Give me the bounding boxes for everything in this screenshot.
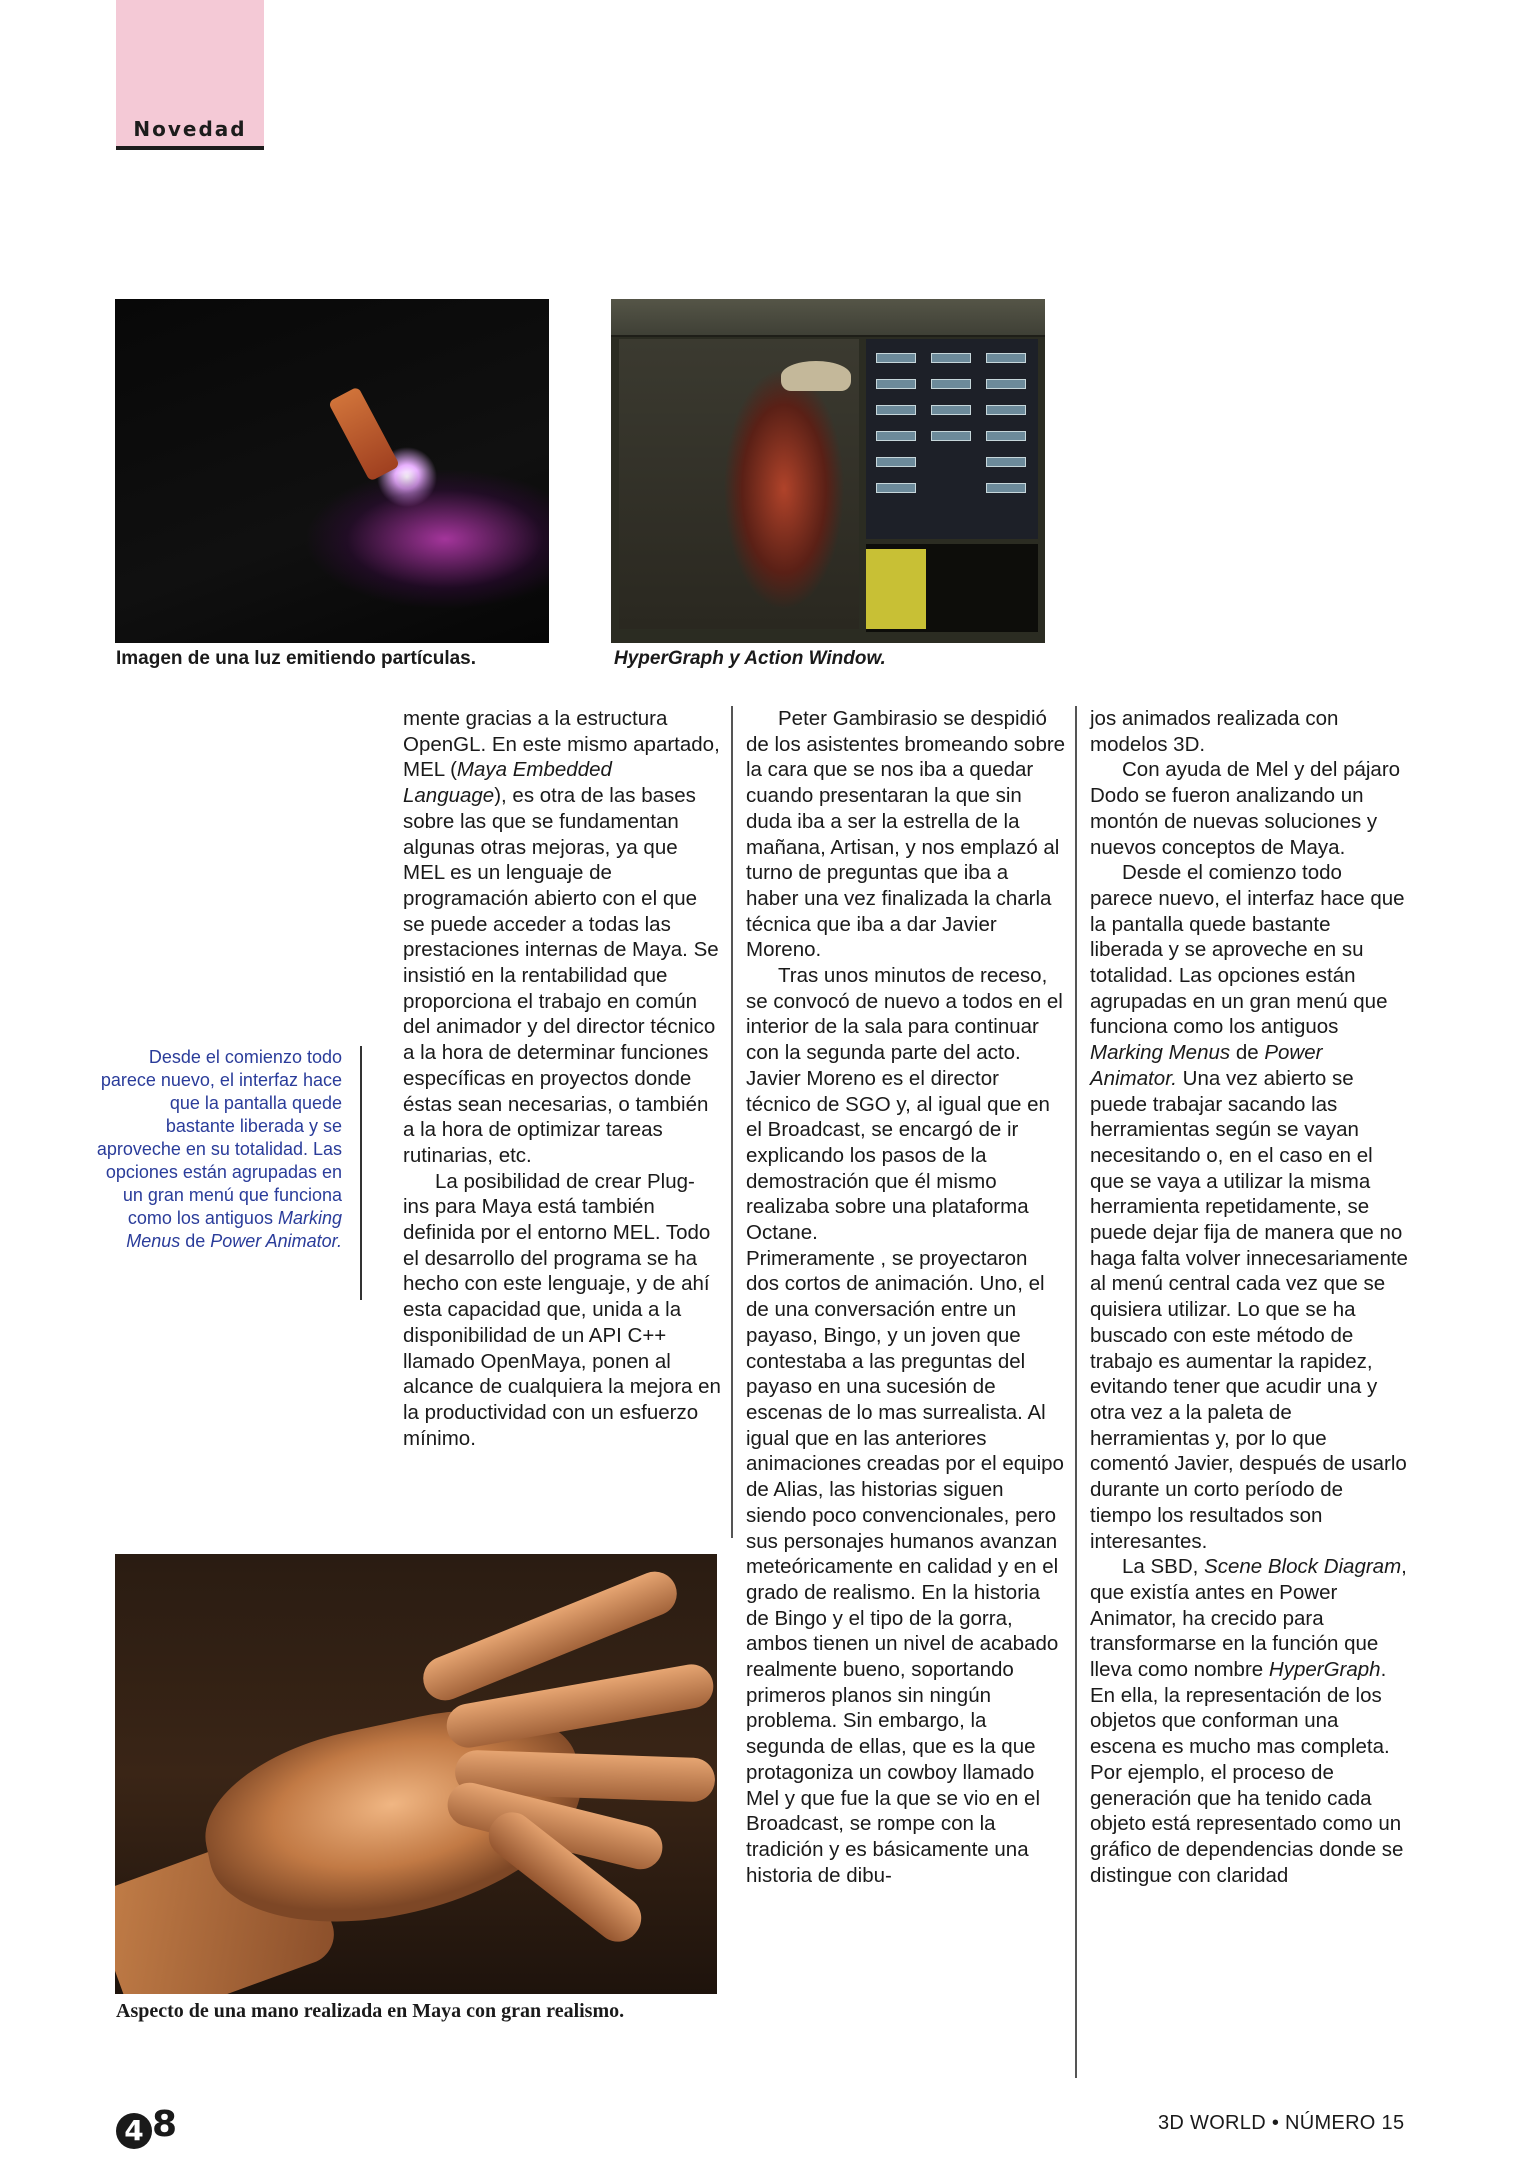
paragraph-emphasis: Power Animator.	[1090, 1041, 1323, 1090]
page-number	[116, 2104, 177, 2149]
action-window-buttons	[866, 549, 926, 629]
graph-node	[986, 379, 1026, 389]
graph-node	[876, 353, 916, 363]
paragraph-text: Desde el comienzo todo parece nuevo, el interfaz hace que la pantalla quede bastante liberada y se aproveche en su totalidad. Las opciones están agrupadas en un gran menú que funciona como los antiguos	[1090, 861, 1405, 1039]
paragraph: jos animados realizada con modelos 3D.	[1090, 707, 1339, 756]
graph-node	[876, 431, 916, 441]
section-rule	[116, 146, 264, 150]
caption-particle-light: Imagen de una luz emitiendo partículas.	[116, 648, 477, 669]
graph-node	[876, 379, 916, 389]
paragraph	[1090, 1554, 1408, 1888]
caption-hand: Aspecto de una mano realizada en Maya con gran realismo.	[116, 2000, 625, 2022]
pull-quote-text: Desde el comienzo todo parece nuevo, el interfaz hace que la pantalla quede bastante liberada y se aproveche en su totalidad. Las opciones están agrupadas en un gran menú que funciona como los antiguos	[96, 1047, 342, 1228]
paragraph-emphasis: Marking Menus	[1090, 1041, 1231, 1065]
graph-node	[931, 379, 971, 389]
article-column-3	[1090, 706, 1408, 1888]
realistic-hand-image	[115, 1554, 717, 1994]
graph-node	[876, 405, 916, 415]
graph-node	[986, 483, 1026, 493]
paragraph: Peter Gambirasio se despidió de los asistentes bromeando sobre la cara que se nos iba a quedar cuando presentaran la que sin duda iba a ser la estrella de la mañana, Artisan, y nos emplazó al turno de preguntas que iba a haber una vez finalizada la charla técnica que iba a dar Javier Moreno.	[746, 707, 1066, 962]
paragraph-text: Una vez abierto se puede trabajar sacando las herramientas según se vayan necesitando o, en el caso en el que se vaya a utilizar la misma herramienta repetidamente, se puede dejar fija de manera que no haga falta volver innecesariamente al menú central cada vez que se quisiera utilizar. Lo que se ha buscado con este método de trabajo es aumentar la rapidez, evitando tener que acudir una y otra vez a la paleta de herramientas y, por lo que comentó Javier, después de usarlo durante un corto período de tiempo los resultados son interesantes.	[1090, 1066, 1408, 1553]
pull-quote-rule	[360, 1046, 362, 1300]
cowboy-hat	[781, 361, 851, 391]
graph-node	[931, 431, 971, 441]
paragraph: Primeramente , se proyectaron dos cortos de animación. Uno, el de una conversación entre un payaso, Bingo, y un joven que contestaba a las preguntas del payaso en una sucesión de escenas de lo mas surrealista. Al igual que en las anteriores animaciones creadas por el equipo de Alias, las historias siguen siendo poco convencionales, pero sus personajes humanos avanzan meteóricamente en calidad y en el grado de realismo. En la historia de Bingo y el tipo de la gorra, ambos tienen un nivel de acabado realmente bueno, soportando primeros planos sin ningún problema. Sin embargo, la segunda de ellas, que es la que protagoniza un cowboy llamado Mel y que fue la que se vio en el Broadcast, se rompe con la tradición y es básicamente una historia de dibu-	[746, 1246, 1064, 1887]
paragraph: La posibilidad de crear Plug-ins para Maya está también definida por el entorno MEL. Todo el desarrollo del programa se ha hecho con este lenguaje, y de ahí esta capacidad que, unida a la disponibilidad de un API C++ llamado OpenMaya, ponen al alcance de cualquiera la mejora en la productividad con un esfuerzo mínimo.	[403, 1169, 721, 1450]
paragraph-emphasis: HyperGraph	[1268, 1658, 1381, 1682]
paragraph-text: de	[1230, 1041, 1265, 1065]
graph-node	[876, 483, 916, 493]
article-column-1	[403, 706, 721, 1451]
spotlight-lamp	[328, 386, 400, 481]
article-column-2	[746, 706, 1066, 1888]
paragraph-text: mente gracias a la estructura OpenGL. En este mismo apartado, MEL (	[403, 707, 720, 782]
paragraph: Con ayuda de Mel y del pájaro Dodo se fueron analizando un montón de nuevas soluciones y nuevos conceptos de Maya.	[1090, 758, 1401, 859]
graph-node	[876, 457, 916, 467]
paragraph-emphasis: Scene Block Diagram	[1204, 1555, 1402, 1579]
page-number-digit: 8	[152, 2104, 178, 2145]
graph-node	[986, 431, 1026, 441]
particle-light-image	[115, 299, 549, 643]
pull-quote-emphasis: Power Animator.	[210, 1231, 342, 1251]
paragraph-text: . En ella, la representación de los objetos que conforman una escena es mucho mas completa. Por ejemplo, el proceso de generación que ha tenido cada objeto está representado como un gráfico de dependencias donde se distingue con claridad	[1090, 1658, 1404, 1887]
column-rule	[1075, 706, 1077, 2078]
maya-menubar	[611, 299, 1045, 337]
graph-node	[986, 353, 1026, 363]
column-rule	[731, 706, 733, 1538]
graph-node	[986, 405, 1026, 415]
paragraph-emphasis: Maya Embedded Language	[403, 758, 612, 808]
graph-node	[931, 353, 971, 363]
hypergraph-panel	[866, 339, 1038, 539]
hypergraph-screenshot-image	[611, 299, 1045, 643]
page-number-circled-digit: 4	[116, 2113, 152, 2149]
paragraph-text: ), es otra de las bases sobre las que se fundamentan algunas otras mejoras, ya que MEL es un lenguaje de programación abierto con el que se puede acceder a todas las prestaciones internas de Maya. Se insistió en la rentabilidad que proporciona el trabajo en común del animador y del director técnico a la hora de determinar funciones específicas en proyectos donde éstas sean necesarias, o también a la hora de optimizar tareas rutinarias, etc.	[403, 784, 719, 1167]
pull-quote-text: de	[180, 1231, 211, 1251]
pull-quote-emphasis: Marking Menus	[126, 1208, 342, 1251]
paragraph	[1090, 860, 1408, 1554]
graph-node	[986, 457, 1026, 467]
section-label: Novedad	[133, 117, 247, 141]
graph-node	[931, 405, 971, 415]
paragraph-text: , que existía antes en Power Animator, ha crecido para transformarse en la función que lleva como nombre	[1090, 1555, 1407, 1682]
magazine-footer: 3D WORLD • NÚMERO 15	[1158, 2112, 1405, 2134]
paragraph-text: La SBD,	[1122, 1555, 1205, 1579]
paragraph	[403, 706, 721, 1169]
paragraph: Tras unos minutos de receso, se convocó de nuevo a todos en el interior de la sala para continuar con la segunda parte del acto. Javier Moreno es el director técnico de SGO y, al igual que en el Broadcast, se encargó de ir explicando los pasos de la demostración que él mismo realizaba sobre una plataforma Octane.	[746, 964, 1063, 1245]
pull-quote	[96, 1046, 342, 1253]
caption-hypergraph: HyperGraph y Action Window.	[614, 648, 886, 669]
